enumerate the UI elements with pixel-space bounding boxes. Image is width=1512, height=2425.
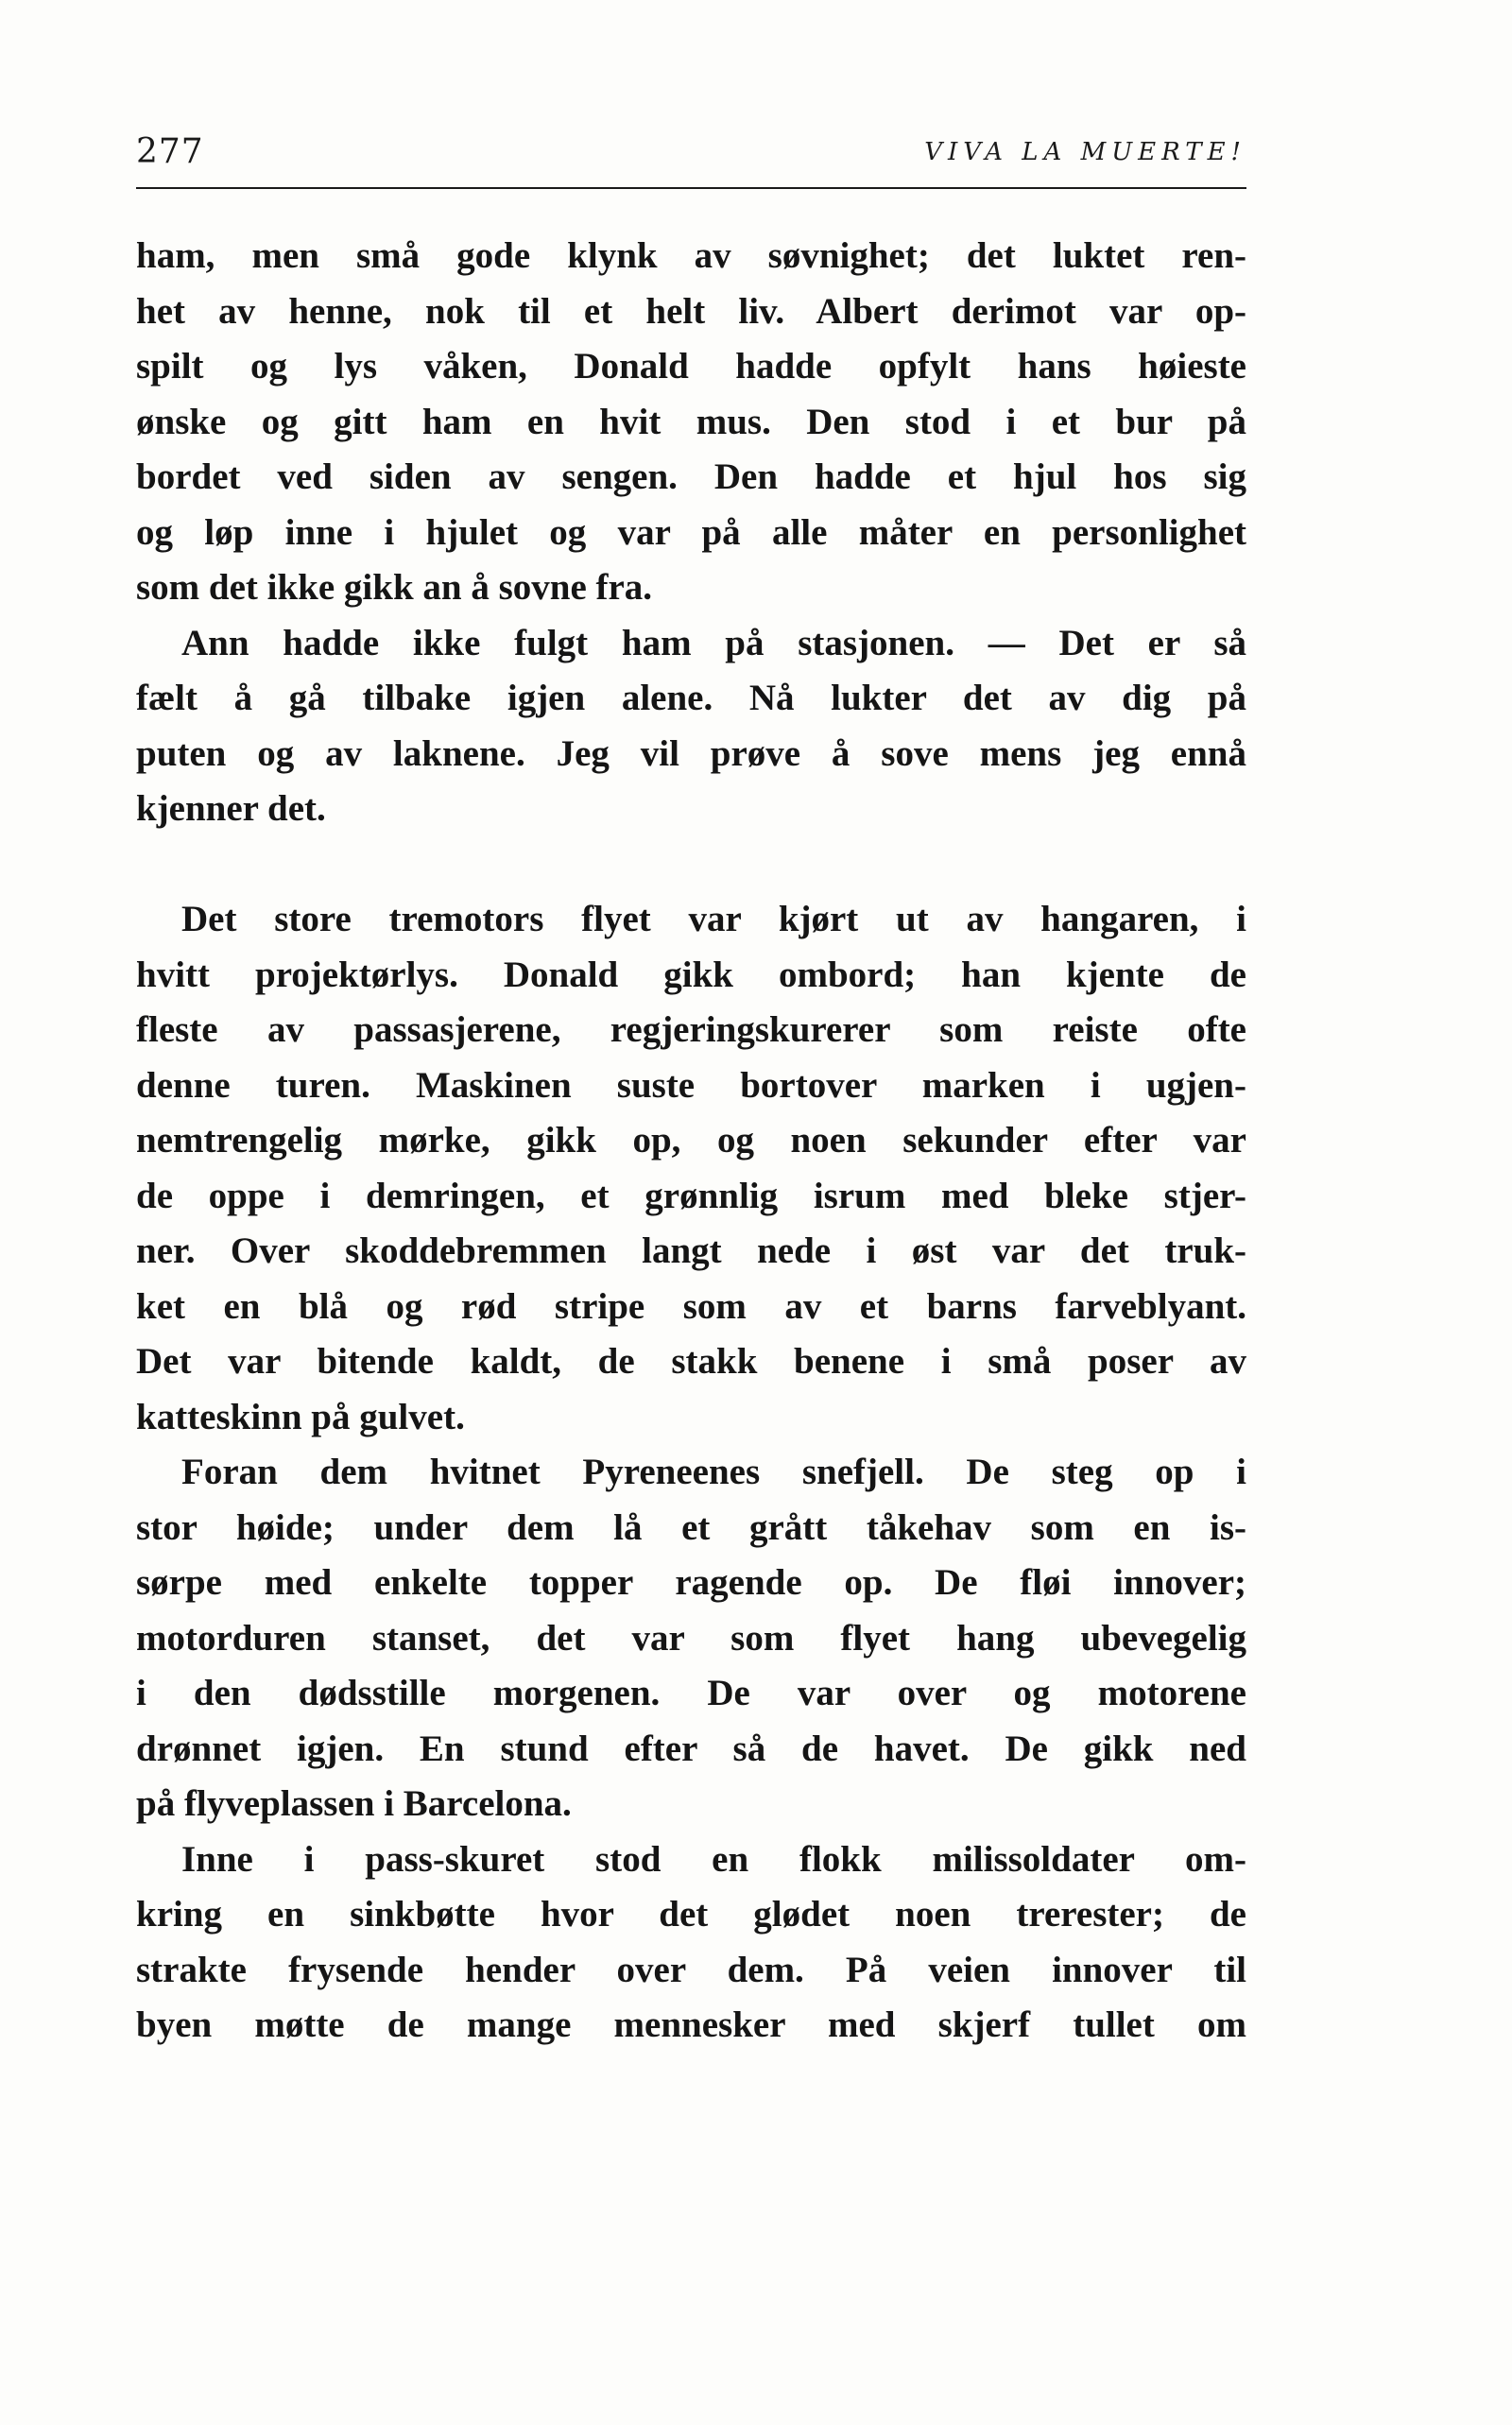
text-line: drønnet igjen. En stund efter så de havet. De gikk ned	[136, 1728, 1246, 1769]
body-text	[136, 229, 1246, 2054]
header-rule	[136, 187, 1246, 189]
page-number: 277	[136, 132, 204, 171]
text-line: Foran dem hvitnet Pyreneenes snefjell. De steg op i	[181, 1452, 1246, 1492]
text-line: ner. Over skoddebremmen langt nede i øst var det truk-	[136, 1230, 1246, 1271]
text-line: Ann hadde ikke fulgt ham på stasjonen. — Det er så	[181, 622, 1246, 663]
text-line: nemtrengelig mørke, gikk op, og noen sekunder efter var	[136, 1120, 1246, 1161]
text-line: Inne i pass-skuret stod en flokk milissoldater om-	[181, 1838, 1246, 1880]
text-line: katteskinn på gulvet.	[136, 1396, 465, 1437]
text-line: byen møtte de mange mennesker med skjerf tullet om	[136, 2004, 1246, 2045]
text-line: stor høide; under dem lå et grått tåkehav som en is-	[136, 1506, 1246, 1548]
text-line: puten og av laknene. Jeg vil prøve å sove mens jeg ennå	[136, 732, 1246, 774]
running-title: VIVA LA MUERTE!	[924, 138, 1246, 166]
text-line: spilt og lys våken, Donald hadde opfylt hans høieste	[136, 346, 1246, 387]
text-line: kring en sinkbøtte hvor det glødet noen trerester; de	[136, 1894, 1246, 1935]
text-line: fælt å gå tilbake igjen alene. Nå lukter det av dig på	[136, 678, 1246, 718]
text-line: ket en blå og rød stripe som av et barns farveblyant.	[136, 1285, 1246, 1327]
text-line: Det store tremotors flyet var kjørt ut av hangaren, i	[181, 899, 1246, 939]
text-line: het av henne, nok til et helt liv. Albert derimot var op-	[136, 290, 1246, 332]
page-header	[136, 132, 1246, 189]
text-line: de oppe i demringen, et grønnlig isrum med bleke stjer-	[136, 1175, 1246, 1216]
text-line: hvitt projektørlys. Donald gikk ombord; han kjente de	[136, 954, 1246, 995]
text-line: ham, men små gode klynk av søvnighet; det luktet ren-	[136, 235, 1246, 276]
section-break	[136, 837, 1246, 893]
text-line: Det var bitende kaldt, de stakk benene i små poser av	[136, 1341, 1246, 1382]
text-line: fleste av passasjerene, regjeringskurerer som reiste ofte	[136, 1009, 1246, 1050]
text-line: kjenner det.	[136, 788, 326, 829]
text-line: sørpe med enkelte topper ragende op. De fløi innover;	[136, 1562, 1246, 1603]
text-line: i den dødsstille morgenen. De var over og motorene	[136, 1673, 1246, 1713]
text-line: strakte frysende hender over dem. På veien innover til	[136, 1949, 1246, 1990]
text-line: på flyveplassen i Barcelona.	[136, 1783, 572, 1824]
text-line: som det ikke gikk an å sovne fra.	[136, 567, 653, 608]
text-line: ønske og gitt ham en hvit mus. Den stod i et bur på	[136, 401, 1246, 442]
text-line: denne turen. Maskinen suste bortover marken i ugjen-	[136, 1064, 1246, 1106]
text-line: bordet ved siden av sengen. Den hadde et hjul hos sig	[136, 456, 1246, 497]
text-line: motorduren stanset, det var som flyet hang ubevegelig	[136, 1617, 1246, 1659]
text-line: og løp inne i hjulet og var på alle måter en personlighet	[136, 511, 1246, 553]
